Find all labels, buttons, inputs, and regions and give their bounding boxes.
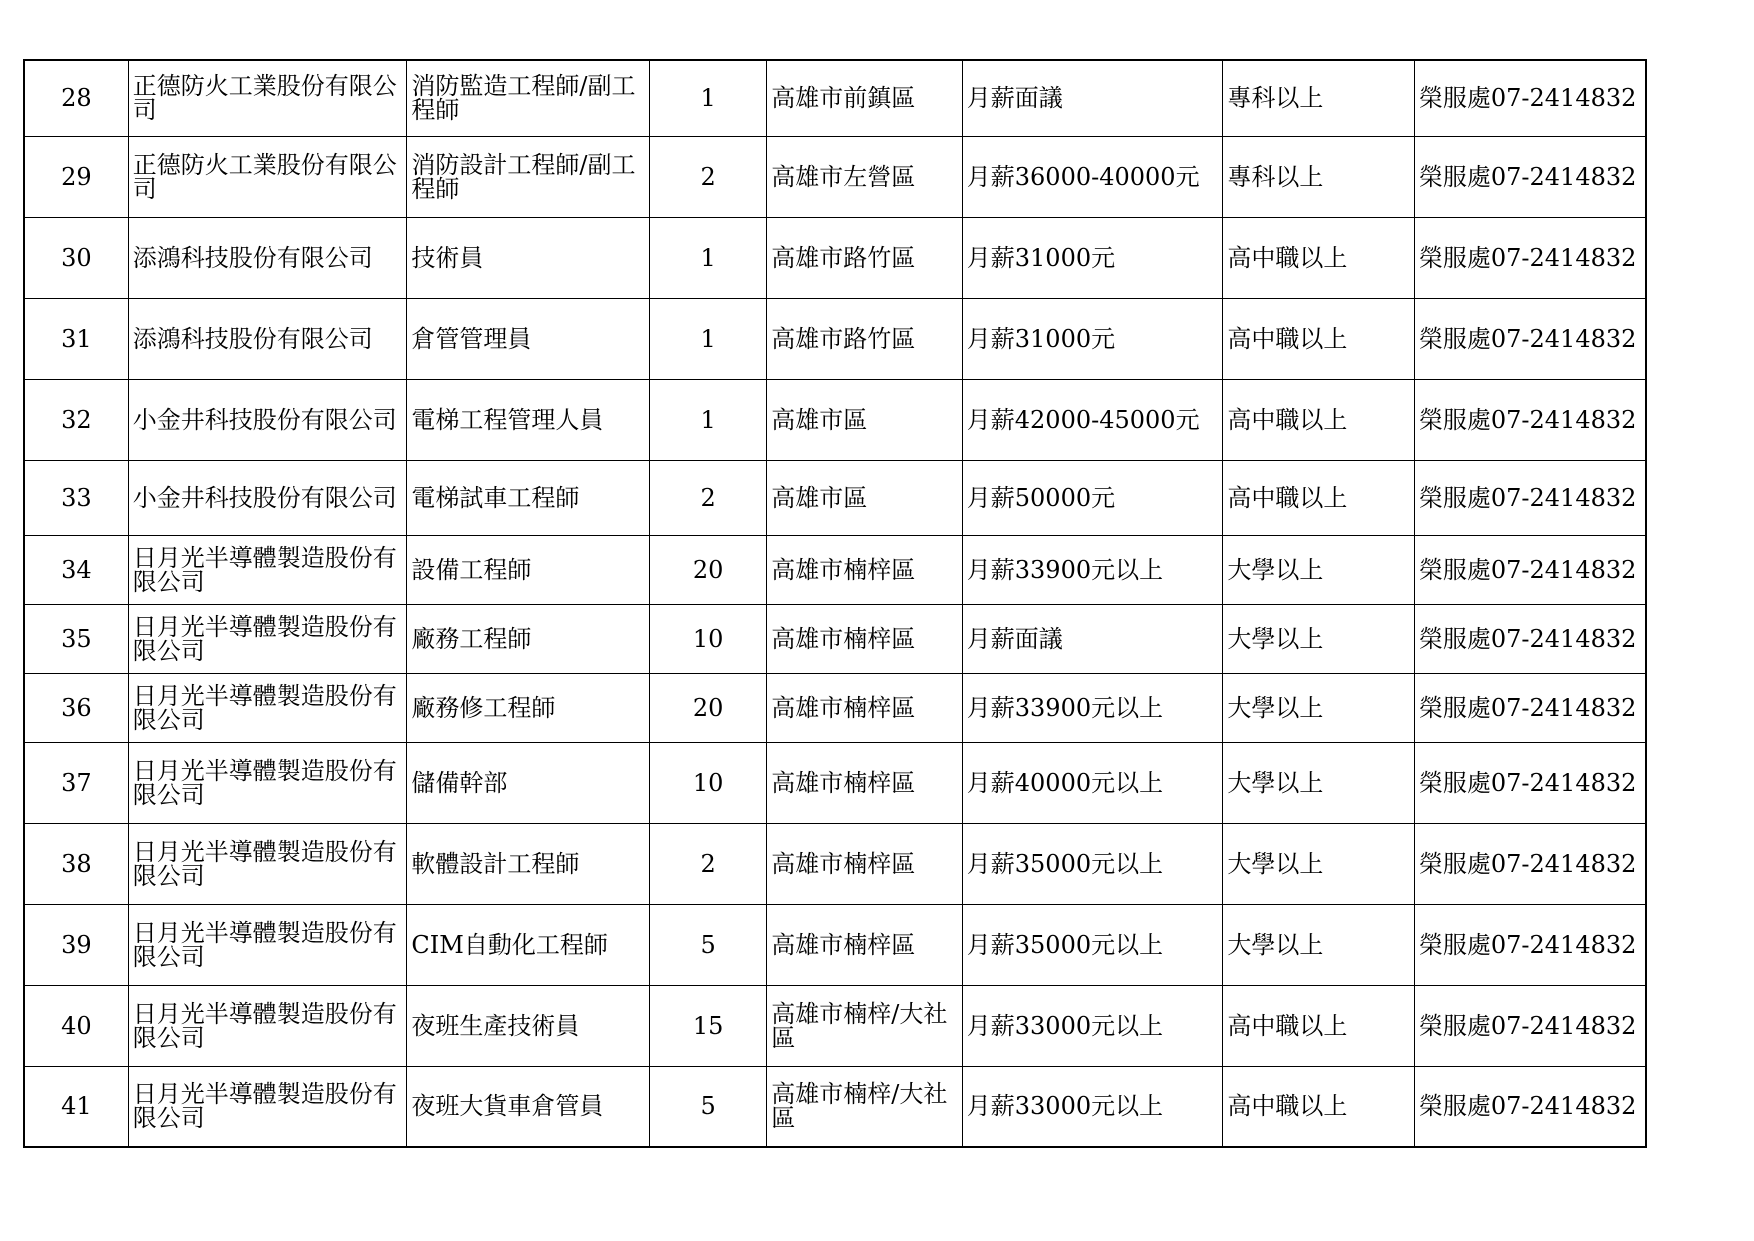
row-number: 39 — [24, 904, 128, 985]
salary: 月薪50000元 — [962, 460, 1223, 535]
table-row — [24, 298, 1646, 379]
company-name: 日月光半導體製造股份有限公司 — [128, 985, 407, 1066]
work-location: 高雄市左營區 — [767, 136, 962, 217]
opening-count: 5 — [650, 1066, 767, 1147]
opening-count: 1 — [650, 298, 767, 379]
company-name: 小金井科技股份有限公司 — [128, 379, 407, 460]
row-number: 35 — [24, 604, 128, 673]
contact: 榮服處07-2414832 — [1414, 604, 1646, 673]
opening-count: 1 — [650, 379, 767, 460]
work-location: 高雄市路竹區 — [767, 217, 962, 298]
salary: 月薪35000元以上 — [962, 904, 1223, 985]
education-requirement: 高中職以上 — [1223, 460, 1414, 535]
work-location: 高雄市區 — [767, 460, 962, 535]
job-position: 廠務修工程師 — [407, 673, 650, 742]
job-position: 消防監造工程師/副工程師 — [407, 60, 650, 136]
opening-count: 15 — [650, 985, 767, 1066]
contact: 榮服處07-2414832 — [1414, 742, 1646, 823]
company-name: 日月光半導體製造股份有限公司 — [128, 823, 407, 904]
education-requirement: 大學以上 — [1223, 823, 1414, 904]
salary: 月薪33900元以上 — [962, 535, 1223, 604]
work-location: 高雄市楠梓區 — [767, 535, 962, 604]
table-row — [24, 1066, 1646, 1147]
opening-count: 20 — [650, 535, 767, 604]
education-requirement: 高中職以上 — [1223, 217, 1414, 298]
row-number: 34 — [24, 535, 128, 604]
job-position: 設備工程師 — [407, 535, 650, 604]
row-number: 28 — [24, 60, 128, 136]
table-body — [24, 60, 1646, 1147]
table-row — [24, 217, 1646, 298]
salary: 月薪33000元以上 — [962, 985, 1223, 1066]
job-position: 消防設計工程師/副工程師 — [407, 136, 650, 217]
contact: 榮服處07-2414832 — [1414, 1066, 1646, 1147]
salary: 月薪33000元以上 — [962, 1066, 1223, 1147]
work-location: 高雄市楠梓區 — [767, 742, 962, 823]
salary: 月薪35000元以上 — [962, 823, 1223, 904]
company-name: 添鴻科技股份有限公司 — [128, 298, 407, 379]
work-location: 高雄市楠梓區 — [767, 904, 962, 985]
job-position: 夜班大貨車倉管員 — [407, 1066, 650, 1147]
table-row — [24, 535, 1646, 604]
company-name: 正德防火工業股份有限公司 — [128, 136, 407, 217]
opening-count: 2 — [650, 460, 767, 535]
work-location: 高雄市楠梓區 — [767, 604, 962, 673]
contact: 榮服處07-2414832 — [1414, 823, 1646, 904]
job-position: 電梯試車工程師 — [407, 460, 650, 535]
job-position: 倉管管理員 — [407, 298, 650, 379]
table-row — [24, 904, 1646, 985]
contact: 榮服處07-2414832 — [1414, 60, 1646, 136]
table-row — [24, 604, 1646, 673]
salary: 月薪31000元 — [962, 217, 1223, 298]
table-row — [24, 673, 1646, 742]
opening-count: 1 — [650, 217, 767, 298]
opening-count: 2 — [650, 823, 767, 904]
company-name: 日月光半導體製造股份有限公司 — [128, 673, 407, 742]
job-position: 廠務工程師 — [407, 604, 650, 673]
company-name: 日月光半導體製造股份有限公司 — [128, 604, 407, 673]
education-requirement: 大學以上 — [1223, 904, 1414, 985]
company-name: 添鴻科技股份有限公司 — [128, 217, 407, 298]
salary: 月薪31000元 — [962, 298, 1223, 379]
contact: 榮服處07-2414832 — [1414, 298, 1646, 379]
company-name: 日月光半導體製造股份有限公司 — [128, 904, 407, 985]
salary: 月薪40000元以上 — [962, 742, 1223, 823]
job-position: 電梯工程管理人員 — [407, 379, 650, 460]
contact: 榮服處07-2414832 — [1414, 673, 1646, 742]
education-requirement: 大學以上 — [1223, 535, 1414, 604]
job-position: CIM自動化工程師 — [407, 904, 650, 985]
row-number: 41 — [24, 1066, 128, 1147]
row-number: 33 — [24, 460, 128, 535]
work-location: 高雄市楠梓區 — [767, 673, 962, 742]
contact: 榮服處07-2414832 — [1414, 904, 1646, 985]
company-name: 日月光半導體製造股份有限公司 — [128, 535, 407, 604]
row-number: 32 — [24, 379, 128, 460]
work-location: 高雄市區 — [767, 379, 962, 460]
work-location: 高雄市路竹區 — [767, 298, 962, 379]
salary: 月薪面議 — [962, 604, 1223, 673]
salary: 月薪面議 — [962, 60, 1223, 136]
table-row — [24, 742, 1646, 823]
row-number: 31 — [24, 298, 128, 379]
contact: 榮服處07-2414832 — [1414, 136, 1646, 217]
education-requirement: 大學以上 — [1223, 604, 1414, 673]
opening-count: 20 — [650, 673, 767, 742]
work-location: 高雄市楠梓/大社區 — [767, 1066, 962, 1147]
table-row — [24, 823, 1646, 904]
table-row — [24, 60, 1646, 136]
job-position: 技術員 — [407, 217, 650, 298]
salary: 月薪33900元以上 — [962, 673, 1223, 742]
job-position: 夜班生產技術員 — [407, 985, 650, 1066]
job-listings-table — [23, 59, 1647, 1148]
education-requirement: 大學以上 — [1223, 742, 1414, 823]
table-row — [24, 460, 1646, 535]
education-requirement: 專科以上 — [1223, 60, 1414, 136]
salary: 月薪36000-40000元 — [962, 136, 1223, 217]
job-position: 軟體設計工程師 — [407, 823, 650, 904]
education-requirement: 專科以上 — [1223, 136, 1414, 217]
work-location: 高雄市前鎮區 — [767, 60, 962, 136]
company-name: 日月光半導體製造股份有限公司 — [128, 742, 407, 823]
row-number: 38 — [24, 823, 128, 904]
opening-count: 1 — [650, 60, 767, 136]
table-row — [24, 985, 1646, 1066]
education-requirement: 大學以上 — [1223, 673, 1414, 742]
education-requirement: 高中職以上 — [1223, 985, 1414, 1066]
table-row — [24, 136, 1646, 217]
opening-count: 2 — [650, 136, 767, 217]
contact: 榮服處07-2414832 — [1414, 379, 1646, 460]
row-number: 36 — [24, 673, 128, 742]
row-number: 29 — [24, 136, 128, 217]
table-row — [24, 379, 1646, 460]
company-name: 日月光半導體製造股份有限公司 — [128, 1066, 407, 1147]
contact: 榮服處07-2414832 — [1414, 460, 1646, 535]
education-requirement: 高中職以上 — [1223, 379, 1414, 460]
contact: 榮服處07-2414832 — [1414, 985, 1646, 1066]
row-number: 40 — [24, 985, 128, 1066]
opening-count: 10 — [650, 742, 767, 823]
opening-count: 5 — [650, 904, 767, 985]
education-requirement: 高中職以上 — [1223, 298, 1414, 379]
job-position: 儲備幹部 — [407, 742, 650, 823]
work-location: 高雄市楠梓區 — [767, 823, 962, 904]
work-location: 高雄市楠梓/大社區 — [767, 985, 962, 1066]
company-name: 正德防火工業股份有限公司 — [128, 60, 407, 136]
opening-count: 10 — [650, 604, 767, 673]
company-name: 小金井科技股份有限公司 — [128, 460, 407, 535]
salary: 月薪42000-45000元 — [962, 379, 1223, 460]
contact: 榮服處07-2414832 — [1414, 217, 1646, 298]
row-number: 37 — [24, 742, 128, 823]
row-number: 30 — [24, 217, 128, 298]
education-requirement: 高中職以上 — [1223, 1066, 1414, 1147]
contact: 榮服處07-2414832 — [1414, 535, 1646, 604]
